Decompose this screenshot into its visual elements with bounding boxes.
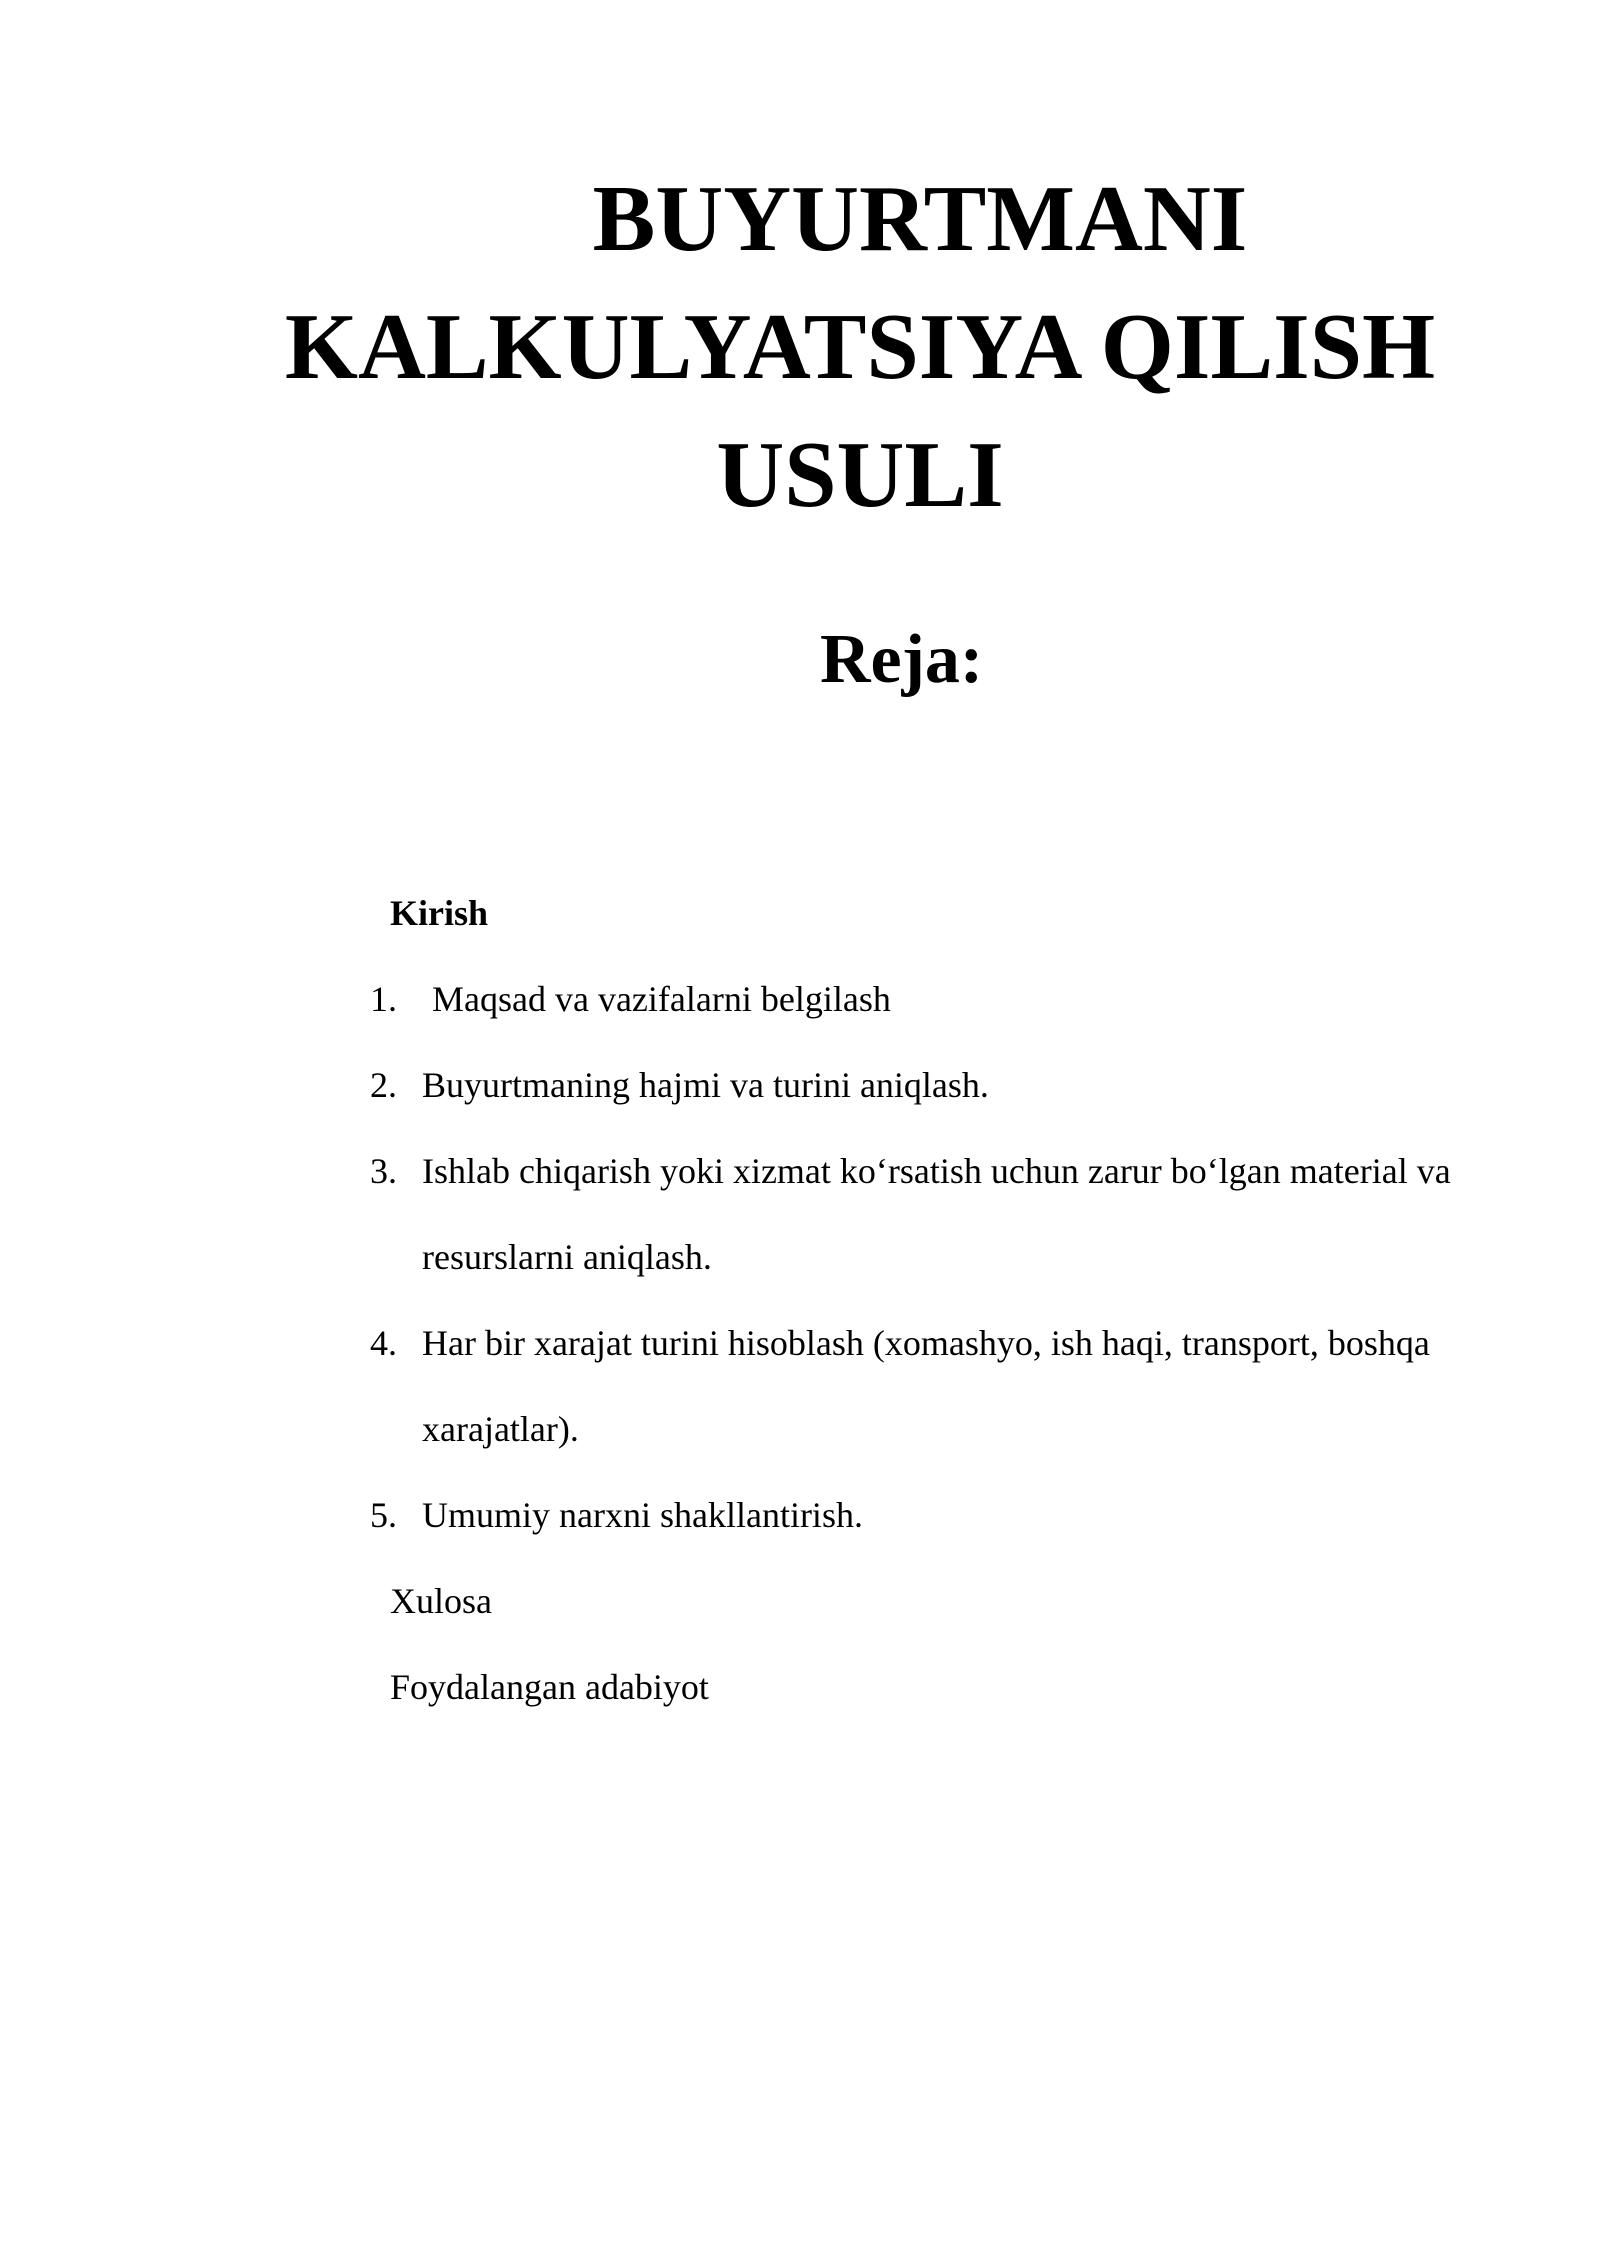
plan-item <box>370 1472 1520 1558</box>
plan-item <box>370 956 1520 1042</box>
title-line-2: KALKULYATSIYA QILISH <box>284 295 1436 399</box>
plan-item-number: 1. <box>370 979 397 1019</box>
plan-list <box>370 870 1520 1730</box>
references-entry: Foydalangan adabiyot <box>390 1667 709 1707</box>
plan-heading: Reja: <box>820 621 984 698</box>
plan-item-text: Buyurtmaning hajmi va turini aniqlash. <box>422 1065 989 1105</box>
title-line-3: USULI <box>716 423 1004 527</box>
plan-item-number: 4. <box>370 1323 397 1363</box>
title-line-1: BUYURTMANI <box>592 167 1248 271</box>
plan-item <box>370 1128 1520 1300</box>
intro-entry: Kirish <box>390 893 489 933</box>
plan-item-text: Maqsad va vazifalarni belgilash <box>432 979 891 1019</box>
conclusion-entry: Xulosa <box>390 1581 492 1621</box>
plan-item-number: 3. <box>370 1151 397 1191</box>
plan-item <box>370 1300 1520 1472</box>
plan-item-number: 2. <box>370 1065 397 1105</box>
plan-item-text: Umumiy narxni shakllantirish. <box>422 1495 863 1535</box>
plan-item-text: Ishlab chiqarish yoki xizmat ko‘rsatish uchun zarur bo‘lgan material va resurslarni aniqlash. <box>422 1151 1451 1277</box>
plan-item-number: 5. <box>370 1495 397 1535</box>
plan-item-text: Har bir xarajat turini hisoblash (xomashyo, ish haqi, transport, boshqa xarajatlar). <box>422 1323 1430 1449</box>
plan-item <box>370 1042 1520 1128</box>
document-title <box>200 155 1520 539</box>
